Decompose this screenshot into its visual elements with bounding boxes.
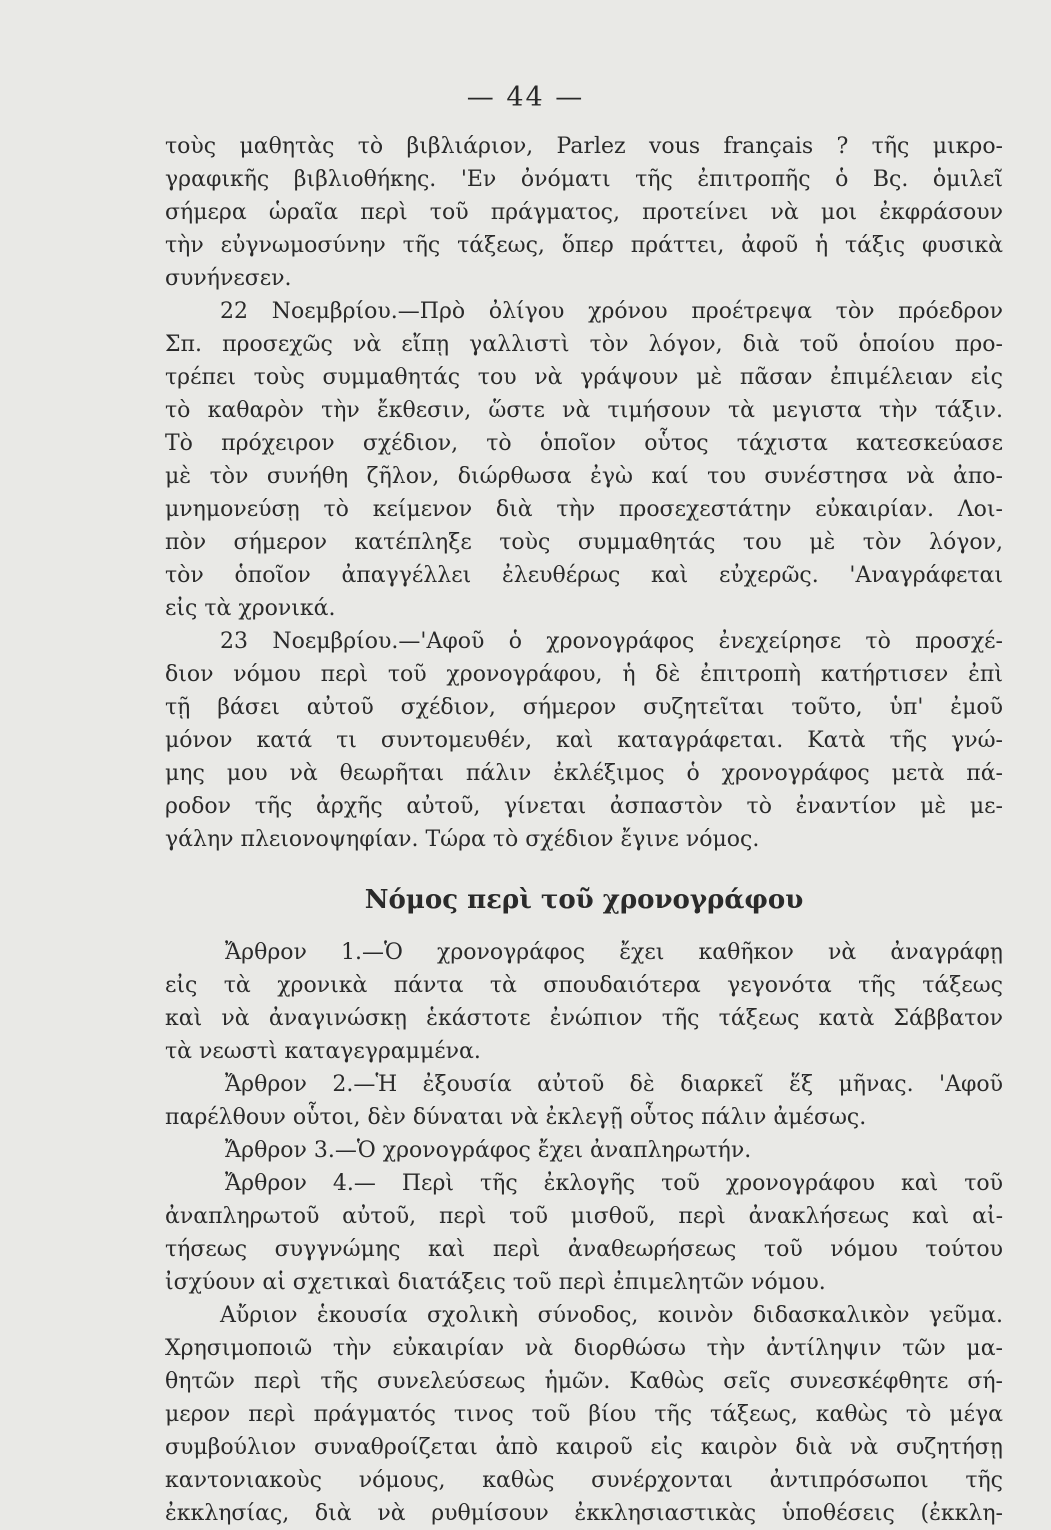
text-line: Ἄρθρον 3.—Ὁ χρονογράφος ἔχει ἀναπληρωτήν. <box>225 1138 752 1163</box>
section-heading: Νόμος περὶ τοῦ χρονογράφου <box>364 885 804 915</box>
article <box>165 1167 1003 1299</box>
text-line: συμβούλιον συναθροίζεται ἀπὸ καιροῦ εἰς καιρὸν διὰ νὰ συζητήσῃ <box>165 1435 1003 1460</box>
text-line: τὰ νεωστὶ καταγεγραμμένα. <box>165 1039 481 1064</box>
text-line: μερον περὶ πράγματός τινος τοῦ βίου τῆς τάξεως, καθὼς τὸ μέγα <box>165 1402 1003 1427</box>
text-line: διον νόμου περὶ τοῦ χρονογράφου, ἡ δὲ ἐπιτροπὴ κατήρτισεν ἐπὶ <box>165 662 1003 687</box>
article <box>165 936 1003 1068</box>
text-line: συνήνεσεν. <box>165 266 292 291</box>
text-line: τὸ καθαρὸν τὴν ἔκθεσιν, ὥστε νὰ τιμήσουν τὰ μεγιστα τὴν τάξιν. <box>165 398 1003 423</box>
article <box>165 1068 1003 1134</box>
text-line: παρέλθουν οὗτοι, δὲν δύναται νὰ ἐκλεγῇ οὗτος πάλιν ἀμέσως. <box>165 1105 867 1130</box>
text-line: Χρησιμοποιῶ τὴν εὐκαιρίαν νὰ διορθώσω τὴν ἀντίληψιν τῶν μα- <box>165 1336 1003 1361</box>
text-line: γραφικῆς βιβλιοθήκης. 'Εν ὀνόματι τῆς ἐπιτροπῆς ὁ Βς. ὁμιλεῖ <box>165 167 1003 192</box>
page-body <box>165 130 1003 1530</box>
text-line: θητῶν περὶ τῆς συνελεύσεως ἡμῶν. Καθὼς σεῖς συνεσκέφθητε σή- <box>165 1369 1003 1394</box>
article <box>165 1134 1003 1167</box>
text-line: πὸν σήμερον κατέπληξε τοὺς συμμαθητάς του μὲ τὸν λόγον, <box>165 530 1003 555</box>
text-line: ἐκκλησίας, διὰ νὰ ρυθμίσουν ἐκκλησιαστικὰς ὑποθέσεις (ἐκκλη- <box>165 1501 1003 1526</box>
paragraph <box>165 295 1003 625</box>
text-line: τὸν ὁποῖον ἀπαγγέλλει ἐλευθέρως καὶ εὐχερῶς. 'Αναγράφεται <box>165 563 1003 588</box>
text-line: Τὸ πρόχειρον σχέδιον, τὸ ὁποῖον οὗτος τάχιστα κατεσκεύασε <box>165 431 1003 456</box>
text-line: Ἄρθρον 2.—Ἡ ἐξουσία αὐτοῦ δὲ διαρκεῖ ἕξ μῆνας. 'Αφοῦ <box>225 1072 1003 1097</box>
text-line: τρέπει τοὺς συμμαθητάς του νὰ γράψουν μὲ πᾶσαν ἐπιμέλειαν εἰς <box>165 365 1003 390</box>
page-number: — 44 — <box>466 82 585 113</box>
text-line: εἰς τὰ χρονικὰ πάντα τὰ σπουδαιότερα γεγονότα τῆς τάξεως <box>165 973 1003 998</box>
text-line: 23 Νοεμβρίου.—'Αφοῦ ὁ χρονογράφος ἐνεχείρησε τὸ προσχέ- <box>220 629 1003 654</box>
text-line: μνημονεύσῃ τὸ κείμενον διὰ τὴν προσεχεστάτην εὐκαιρίαν. Λοι- <box>165 497 1003 522</box>
text-line: Ἄρθρον 1.—Ὁ χρονογράφος ἔχει καθῆκον νὰ ἀναγράφῃ <box>225 940 1003 965</box>
text-line: τοὺς μαθητὰς τὸ βιβλιάριον, Parlez vous français ? τῆς μικρο- <box>165 134 1003 159</box>
text-line: τῇ βάσει αὐτοῦ σχέδιον, σήμερον συζητεῖται τοῦτο, ὑπ' ἐμοῦ <box>165 695 1003 720</box>
text-line: Αὔριον ἑκουσία σχολικὴ σύνοδος, κοινὸν διδασκαλικὸν γεῦμα. <box>220 1303 1003 1328</box>
paragraph <box>165 625 1003 856</box>
text-line: καὶ νὰ ἀναγινώσκῃ ἑκάστοτε ἐνώπιον τῆς τάξεως κατὰ Σάββατον <box>165 1006 1003 1031</box>
text-line: ἰσχύουν αἱ σχετικαὶ διατάξεις τοῦ περὶ ἐπιμελητῶν νόμου. <box>165 1270 826 1295</box>
paragraph <box>165 130 1003 295</box>
text-line: εἰς τὰ χρονικά. <box>165 596 336 621</box>
text-line: τὴν εὐγνωμοσύνην τῆς τάξεως, ὅπερ πράττει, ἀφοῦ ἡ τάξις φυσικὰ <box>165 233 1003 258</box>
text-line: Ἄρθρον 4.— Περὶ τῆς ἐκλογῆς τοῦ χρονογράφου καὶ τοῦ <box>225 1171 1003 1196</box>
text-line: καντονιακοὺς νόμους, καθὼς συνέρχονται ἀντιπρόσωποι τῆς <box>165 1468 1003 1493</box>
text-line: σήμερα ὡραῖα περὶ τοῦ πράγματος, προτείνει νὰ μοι ἐκφράσουν <box>165 200 1003 225</box>
text-line: μης μου νὰ θεωρῆται πάλιν ἐκλέξιμος ὁ χρονογράφος μετὰ πά- <box>165 761 1003 786</box>
text-line: μόνον κατά τι συντομευθέν, καὶ καταγράφεται. Κατὰ τῆς γνώ- <box>165 728 1003 753</box>
text-line: τήσεως συγγνώμης καὶ περὶ ἀναθεωρήσεως τοῦ νόμου τούτου <box>165 1237 1003 1262</box>
text-line: 22 Νοεμβρίου.—Πρὸ ὀλίγου χρόνου προέτρεψα τὸν πρόεδρον <box>220 299 1003 324</box>
text-line: μὲ τὸν συνήθη ζῆλον, διώρθωσα ἐγὼ καί του συνέστησα νὰ ἀπο- <box>165 464 1003 489</box>
text-line: γάλην πλειονοψηφίαν. Τώρα τὸ σχέδιον ἔγινε νόμος. <box>165 827 760 852</box>
paragraph <box>165 1299 1003 1530</box>
text-line: ροδον τῆς ἀρχῆς αὐτοῦ, γίνεται ἀσπαστὸν τὸ ἐναντίον μὲ με- <box>165 794 1003 819</box>
text-line: Σπ. προσεχῶς νὰ εἴπῃ γαλλιστὶ τὸν λόγον, διὰ τοῦ ὁποίου προ- <box>165 332 1003 357</box>
text-line: ἀναπληρωτοῦ αὐτοῦ, περὶ τοῦ μισθοῦ, περὶ ἀνακλήσεως καὶ αἰ- <box>165 1204 1003 1229</box>
